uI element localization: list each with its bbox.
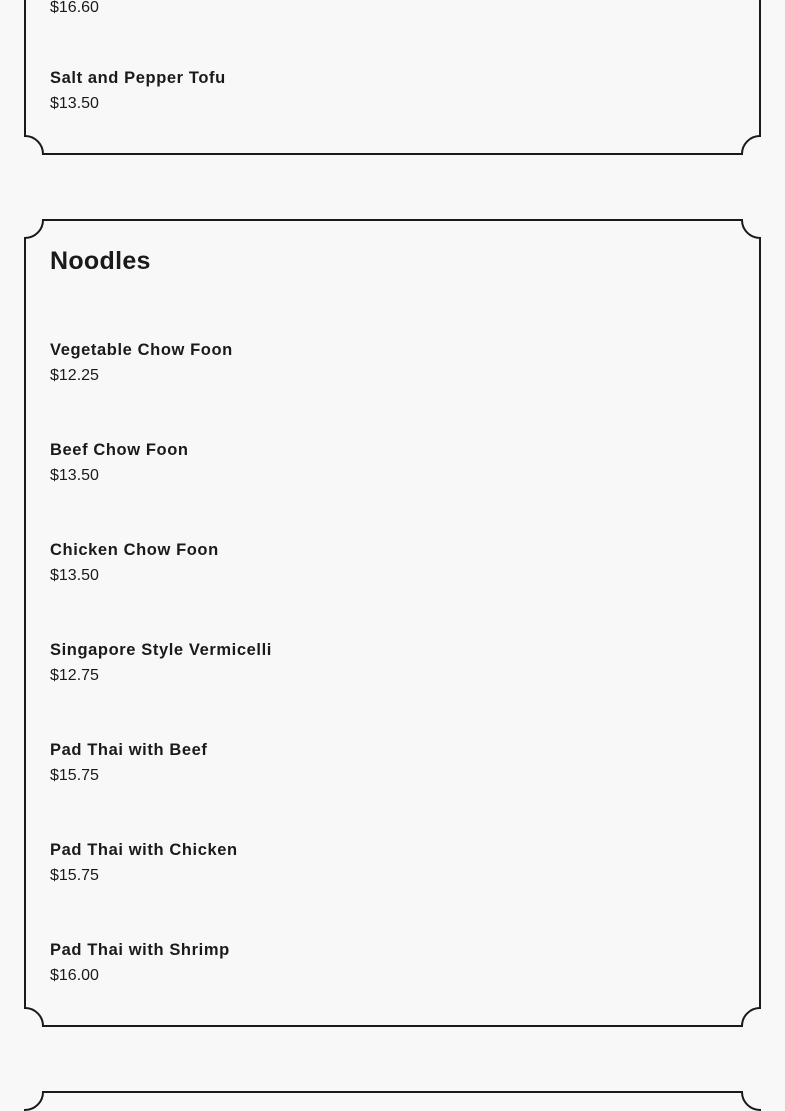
menu-item	[50, 440, 189, 486]
menu-item-price: $12.25	[50, 367, 99, 384]
menu-item-name: Chicken Chow Foon	[50, 541, 219, 559]
menu-item-price: $13.50	[50, 95, 99, 112]
menu-item	[50, 540, 219, 586]
section-title: Noodles	[50, 247, 151, 275]
menu-item	[50, 840, 238, 886]
menu-item-name: Pad Thai with Beef	[50, 741, 208, 759]
menu-item-price: $16.00	[50, 967, 99, 984]
menu-item-name: Pad Thai with Chicken	[50, 841, 238, 859]
next-section-card	[24, 1091, 761, 1111]
menu-item	[50, 0, 99, 18]
menu-item-name: Salt and Pepper Tofu	[50, 69, 226, 87]
menu-item-name: Pad Thai with Shrimp	[50, 941, 230, 959]
menu-item-price: $13.50	[50, 567, 99, 584]
menu-section-card	[24, 0, 761, 155]
menu-item	[50, 940, 230, 986]
menu-item-price: $13.50	[50, 467, 99, 484]
menu-item-price: $15.75	[50, 767, 99, 784]
menu-item	[50, 68, 226, 114]
menu-item-name: Vegetable Chow Foon	[50, 341, 233, 359]
menu-item-price: $12.75	[50, 667, 99, 684]
menu-item-price: $16.60	[50, 0, 99, 16]
menu-item	[50, 740, 208, 786]
menu-item	[50, 340, 233, 386]
menu-item-price: $15.75	[50, 867, 99, 884]
menu-item-name: Beef Chow Foon	[50, 441, 189, 459]
menu-item	[50, 640, 272, 686]
menu-item-name: Singapore Style Vermicelli	[50, 641, 272, 659]
card-frame	[24, 1091, 761, 1111]
noodles-section-card	[24, 219, 761, 1027]
